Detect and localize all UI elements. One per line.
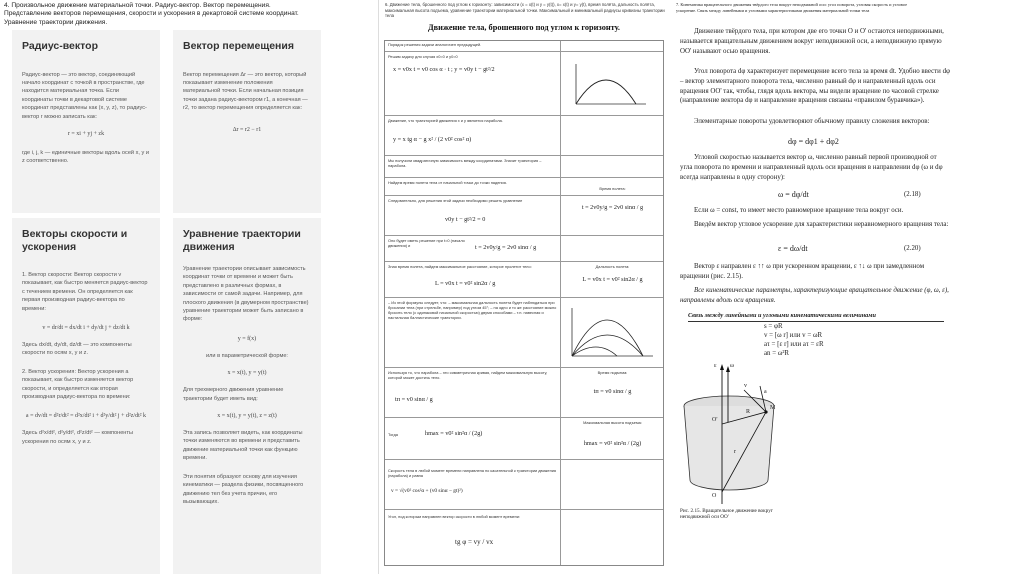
label-epsilon: ε (714, 363, 717, 369)
table-row (385, 417, 663, 459)
label-r: r (734, 449, 736, 455)
relation: v = [ω r] или v = ωR (764, 332, 823, 339)
equation-number: (2.20) (904, 245, 921, 252)
trajectories-graph (567, 304, 657, 362)
card-body: Эта запись позволяет видеть, как координаты точки изменяются во времени и представить движение материальной точки как функцию времени. (183, 430, 303, 462)
formula: x = x(t), y = y(t) (227, 370, 267, 377)
card-body: Радиус-вектор — это вектор, соединяющий начало координат с точкой в пространстве, где находится материальная точка. Если координаты точки в декартовой системе координат представлены как (x, y, z), то радиус-вектор r можно записать как: (22, 71, 147, 120)
middle-header: 6. Движение тела, брошенного под углом к горизонту: зависимости (x = x(t) и y = y(t)), x= x(t) и y= y(t), время полёта, дальность полёта, максимальная высота подъема, уравнение траектории материальной точки. Максимальный и минимальный радиусы кривизны траектории тела (385, 2, 665, 19)
row-text: Мы получили квадратичную зависимость между координатами. Значит траектория – парабола. (388, 158, 542, 168)
table-row (385, 51, 663, 115)
label-flight-time: Время полета: (599, 186, 626, 191)
label-max-height: Максимальная высота подъема: (583, 420, 642, 425)
row-text: Зная время полета, найдем максимальное расстояние, которое пролетит тело: (388, 264, 532, 269)
row-formula: v = √(v0² cos²α + (v0 sinα − gt)²) (391, 488, 463, 494)
paragraph: Угловой скоростью называется вектор ω, численно равный первой производной от угла поворота по времени и направленный вдоль оси вращения в направлении dφ (ω и dφ всегда направлены в одну сторону): (680, 154, 943, 181)
relation: aτ = [ε r] или aτ = εR (764, 341, 824, 348)
left-header (4, 2, 344, 27)
label-distance: Дальность полета: (595, 264, 630, 269)
card-body: Уравнение траектории описывает зависимость координат точки от времени и может быть представлено в различных формах, в зависимости от самой задачи. Например, для плоского движения (в двумерном пространстве) уравнение траектории может быть записано в форме: (183, 266, 309, 323)
row-text: Скорость тела в любой момент времени направлена по касательной к траектории движения (парабола) и равна (388, 468, 556, 478)
slide-right (668, 0, 1024, 574)
card-body: Вектор перемещения Δr — это вектор, который показывает изменение положения материальной точки. Если начальная позиция точки задана радиус-вектором r1, а конечная — r2, то вектор перемещения определяется как: (183, 71, 308, 112)
card-trajectory (173, 218, 321, 574)
slide-middle (378, 0, 669, 574)
slide-left (0, 0, 345, 574)
table-row (385, 459, 663, 509)
formula: ω = dφ/dt (778, 190, 809, 199)
table-row (385, 235, 663, 261)
table-row (385, 261, 663, 297)
formula: y = f(x) (237, 335, 257, 342)
table-row (385, 115, 663, 155)
card-body: Для трехмерного движения уравнение траектории будет иметь вид: (183, 387, 284, 402)
card-body: или в параметрической форме: (206, 352, 288, 359)
solution-table (384, 40, 664, 566)
card-displacement (173, 30, 321, 213)
table-row (385, 155, 663, 177)
row-text: Порядок решения задачи аналогичен предыдущей. (388, 42, 482, 47)
formula: dφ = dφ1 + dφ2 (788, 137, 839, 146)
rotation-figure (674, 362, 784, 508)
relations-title: Связь между линейными и угловыми кинематическими величинами (688, 311, 944, 322)
table-row (385, 177, 663, 195)
flight-time-formula: t = 2v0y/g = 2v0 sinα / g (581, 204, 644, 211)
row-text: Угол, под которым направлен вектор скорости в любой момент времени: (388, 514, 521, 519)
label-omega: ω (730, 363, 734, 369)
formula: x = x(t), y = y(t), z = z(t) (217, 413, 277, 420)
formula: a = dv/dt = d²r/dt² = d²x/dt² i + d²y/dt² j + d²z/dt² k (25, 413, 147, 420)
label-R: R (746, 409, 751, 415)
paragraph: Вектор ε направлен ε ↑↑ ω при ускоренном вращении, ε ↑↓ ω при замедленном вращении (рис. 2.15). (680, 263, 925, 280)
header-line: Представление векторов перемещения, скорости и ускорения в декартовой системе координат. (4, 10, 299, 18)
paragraph: Если ω = const, то имеет место равномерное вращение тела вокруг оси. (694, 207, 904, 214)
header-line: Уравнение траектории движения. (4, 18, 108, 26)
label-a: a (764, 389, 767, 395)
paragraph: Элементарные повороты удовлетворяют обычному правилу сложения векторов: (694, 118, 930, 125)
trajectory-graph (570, 60, 650, 110)
formula: v = dr/dt = dx/dt i + dy/dt j + dz/dt k (42, 325, 130, 332)
header-line: 4. Произвольное движение материальной точки. Радиус-вектор. Вектор перемещения. (4, 2, 271, 9)
table-row (385, 297, 663, 367)
card-title: Радиус-вектор (22, 40, 98, 52)
row-text: Найдем время полета тела от начальной точки до точки падения. (388, 180, 507, 185)
card-title: Уравнение траектории движения (183, 228, 301, 253)
paragraph: Все кинематические параметры, характеризующие вращательное движение (φ, ω, ε), направлены вдоль оси вращения. (680, 287, 949, 304)
row-formula: v0y t − gt²/2 = 0 (445, 216, 486, 223)
table-row (385, 367, 663, 417)
row-text: Следовательно, для решения этой задачи необходимо решить уравнение (388, 198, 523, 203)
figure-caption: Рис. 2.15. Вращательное движение вокруг неподвижной оси OO' (680, 508, 773, 521)
relation: an = ω²R (764, 350, 790, 357)
row-text: Оно будет иметь решение при t=0 (начало движения) и (388, 238, 465, 248)
card-note: Здесь d²x/dt², d²y/dt², d²z/dt² — компоненты ускорения по осям x, y и z. (22, 430, 133, 445)
row-formula: L = v0x t = v0² sin2α / g (435, 280, 496, 287)
row-text: Используя то, что парабола – это симметричная кривая, найдем максимальную высоту, которой может достичь тело. (388, 370, 548, 380)
row-formula: y = x tg α − g x² / (2 v0² cos² α) (393, 136, 472, 143)
formula: ε = dω/dt (778, 244, 808, 253)
label-v: v (744, 383, 747, 389)
right-header: 7. Кинематика вращательного движения твёрдого тела вокруг неподвижной оси: угол поворота, угловая скорость и угловое ускорение. Связь между линейными и угловыми характеристиками движения материальной точки тела (676, 2, 908, 13)
table-row (385, 41, 663, 51)
label-rise-time: Время подъема: (597, 370, 628, 375)
card-body: 2. Вектор ускорения: Вектор ускорения a показывает, как быстро изменяется вектор скорости, и определяется как вторая производная радиус-вектора по времени: (22, 368, 134, 401)
card-radius-vector (12, 30, 160, 213)
formula: Δr = r2 − r1 (232, 126, 262, 133)
card-velocity (12, 218, 160, 574)
paragraph: Угол поворота dφ характеризует перемещение всего тела за время dt. Удобно ввести dφ – вектор элементарного поворота тела, численно равный dφ и направленный вдоль оси вращения OO' так, чтобы, глядя вдоль вектора, мы видели вращение по часовой стрелке (направление вектора dφ и направление вращения связаны «правилом буравчика»). (680, 68, 951, 105)
max-height-formula: hmax = v0² sin²α / (2g) (583, 440, 642, 447)
label-O: O (712, 493, 717, 499)
card-body: Эти понятия образуют основу для изучения кинематики — раздела физики, посвященного движению тел без учета причин, его вызывающих. (183, 473, 304, 505)
rise-time-formula: tп = v0 sinα / g (593, 388, 632, 395)
row-text: Тогда (388, 432, 398, 437)
row-formula: tg φ = vy / vx (455, 538, 494, 546)
row-text: – Из этой формулы следует, что: – максимальная дальность полета будет наблюдаться при бросании тела (при стрельбе, например) под углом 45°; – на одно и то же расстояние можно бросить тело (с одинаковой начальной скоростью) двумя способами – т.н. навесная и настильная баллистические траектории. (388, 300, 557, 320)
card-body: 1. Вектор скорости: Вектор скорости v показывает, как быстро меняется радиус-вектор с течением времени. Он определяется как первая производная радиус-вектора по времени: (22, 272, 148, 312)
row-formula: t = 2v0y/g = 2v0 sinα / g (475, 244, 537, 251)
row-text: Решим задачу для случая x0=0 и y0=0 (388, 54, 458, 59)
label-O-prime: O' (712, 417, 718, 423)
card-note: где i, j, k — единичные векторы вдоль осей x, y и z соответственно. (22, 149, 149, 165)
formula: r = xi + yj + zk (67, 130, 105, 137)
table-row (385, 509, 663, 566)
relation: s = φR (764, 323, 783, 330)
row-formula: hmax = v0² sin²α / (2g) (425, 430, 483, 437)
card-title: Векторы скорости и ускорения (22, 228, 128, 253)
paragraph: Движение твёрдого тела, при котором две его точки O и O' остаются неподвижными, называется вращательным движением вокруг неподвижной оси, а неподвижную прямую OO' называют осью вращения. (680, 28, 944, 55)
distance-formula: L = v0x t = v0² sin2α / g (582, 276, 643, 283)
paragraph: Введём вектор угловое ускорение для характеристики неравномерного вращения тела: (694, 221, 949, 228)
row-formula: x = v0x t = v0 cos α · t ; y = v0y t − gt²/2 (393, 66, 495, 73)
card-note: Здесь dx/dt, dy/dt, dz/dt — это компоненты скорости по осям x, y и z. (22, 342, 132, 357)
relations-list (764, 322, 904, 358)
card-title: Вектор перемещения (183, 40, 294, 52)
label-M: M (770, 405, 776, 411)
middle-title: Движение тела, брошенного под углом к горизонту. (427, 23, 621, 32)
equation-number: (2.18) (904, 191, 921, 198)
row-text: Движение, что траекторией движения x и y является парабола. (388, 118, 503, 123)
table-row (385, 195, 663, 235)
row-formula: tп = v0 sinα / g (395, 396, 433, 403)
